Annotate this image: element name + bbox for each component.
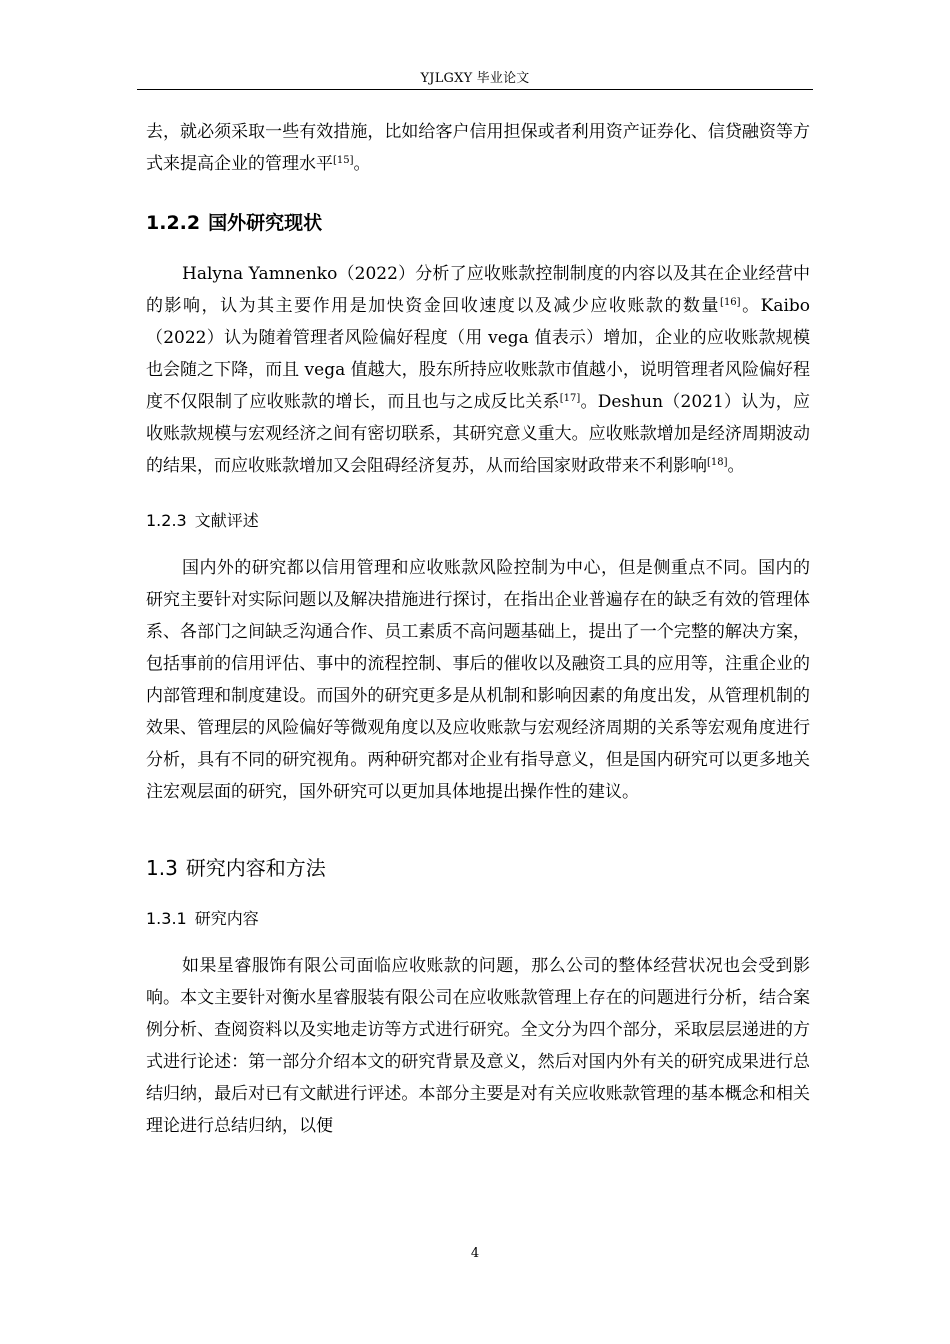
- section-heading-1-3-1: [146, 908, 810, 930]
- paragraph-research-content: 如果星睿服饰有限公司面临应收账款的问题，那么公司的整体经营状况也会受到影响。本文主要针对衡水星睿服装有限公司在应收账款管理上存在的问题进行分析，结合案例分析、查阅资料以及实地走访等方式进行研究。全文分为四个部分，采取层层递进的方式进行论述：第一部分介绍本文的研究背景及意义，然后对国内外有关的研究成果进行总结归纳，最后对已有文献进行评述。本部分主要是对有关应收账款管理的基本概念和相关理论进行总结归纳，以便: [146, 956, 810, 1136]
- paragraph-continued: 去，就必须采取一些有效措施，比如给客户信用担保或者利用资产证券化、信贷融资等方式来提高企业的管理水平[15]。: [146, 122, 810, 174]
- page-content: [146, 116, 810, 1142]
- citation-ref: [18]: [707, 457, 728, 468]
- section-title: 研究内容: [194, 909, 259, 928]
- citation-ref: [16]: [720, 297, 741, 308]
- section-number: 1.2.2: [146, 212, 201, 234]
- running-header: YJLGXY 毕业论文: [420, 71, 530, 86]
- section-title: 研究内容和方法: [185, 856, 326, 880]
- paragraph-literature-review: 国内外的研究都以信用管理和应收账款风险控制为中心，但是侧重点不同。国内的研究主要针对实际问题以及解决措施进行探讨，在指出企业普遍存在的缺乏有效的管理体系、各部门之间缺乏沟通合作、员工素质不高问题基础上，提出了一个完整的解决方案，包括事前的信用评估、事中的流程控制、事后的催收以及融资工具的应用等，注重企业的内部管理和制度建设。而国外的研究更多是从机制和影响因素的角度出发，从管理机制的效果、管理层的风险偏好等微观角度以及应收账款与宏观经济周期的关系等宏观角度进行分析，具有不同的研究视角。两种研究都对企业有指导意义，但是国内研究可以更多地关注宏观层面的研究，国外研究可以更加具体地提出操作性的建议。: [146, 558, 810, 802]
- paragraph-foreign-research: Halyna Yamnenko（2022）分析了应收账款控制制度的内容以及其在企业经营中的影响，认为其主要作用是加快资金回收速度以及减少应收账款的数量[16]。Kaibo（2022）认为随着管理者风险偏好程度（用 vega 值表示）增加，企业的应收账款规模也会随之下降，而且 vega 值越大，股东所持应收账款市值越小，说明管理者风险偏好程度不仅限制了应收账款的增长，而且也与之成反比关系[17]。Deshun（2021）认为，应收账款规模与宏观经济之间有密切联系，其研究意义重大。应收账款增加是经济周期波动的结果，而应收账款增加又会阻碍经济复苏，从而给国家财政带来不利影响[18]。: [146, 264, 811, 476]
- citation-ref: [17]: [559, 393, 581, 404]
- section-number: 1.3.1: [146, 909, 187, 928]
- section-number: 1.3: [146, 856, 178, 880]
- page-number: 4: [470, 1246, 480, 1261]
- section-heading-1-2-3: [146, 510, 810, 532]
- citation-ref: [15]: [333, 155, 354, 166]
- header-rule: [137, 89, 813, 90]
- section-title: 国外研究现状: [208, 212, 323, 234]
- section-heading-1-3: [146, 854, 810, 882]
- section-number: 1.2.3: [146, 511, 187, 530]
- section-heading-1-2-2: [146, 210, 810, 236]
- section-title: 文献评述: [194, 511, 259, 530]
